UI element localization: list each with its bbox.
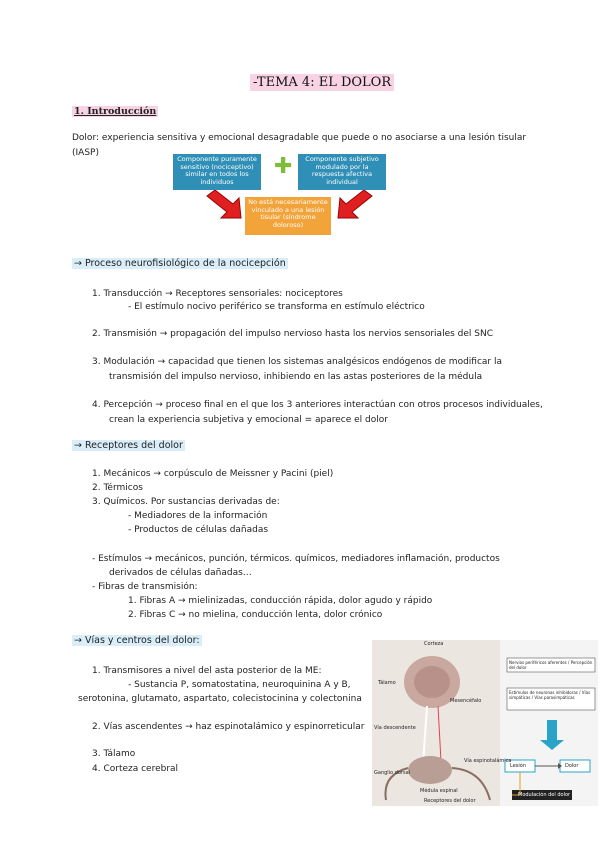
list-item: 1. Transducción → Receptores sensoriales: nociceptores [92, 289, 343, 299]
flow-box-text: Nervios periféricos aferentes / Percepción del dolor [509, 660, 593, 670]
list-item: - Productos de células dañadas [128, 525, 269, 535]
sensory-component-box: Componente puramente sensitivo (nociceptivo) similar en todos los individuos [173, 154, 261, 190]
list-item: - Estímulos → mecánicos, punción, térmicos. químicos, mediadores inflamación, productos [92, 554, 500, 564]
flow-box-text: Modulación del dolor [518, 792, 571, 798]
plus-icon: ✚ [274, 154, 293, 179]
pain-pathway-figure [372, 640, 598, 806]
flow-box-text: Estímulos de neuronas inhibidoras / Vías simpáticas / Vías parasimpáticas [509, 690, 591, 700]
list-item: 1. Mecánicos → corpúsculo de Meissner y Pacini (piel) [92, 469, 334, 479]
list-item: 2. Térmicos [92, 483, 143, 493]
subjective-component-box: Componente subjetivo modulado por la respuesta afectiva individual [298, 154, 386, 190]
proceso-heading: → Proceso neurofisiológico de la nocicepción [74, 258, 286, 269]
flow-box-text: Dolor [565, 763, 579, 769]
list-item: 4. Corteza cerebral [92, 764, 179, 774]
list-item: 2. Transmisión → propagación del impulso nervioso hasta los nervios sensoriales del SNC [92, 329, 494, 339]
list-item: 2. Vías ascendentes → haz espinotalámico y espinorreticular [92, 722, 365, 732]
list-item: 1. Fibras A → mielinizadas, conducción rápida, dolor agudo y rápido [128, 596, 433, 606]
arrow-right-down-icon [205, 190, 245, 220]
receptores-heading: → Receptores del dolor [74, 440, 183, 451]
fig-label: Vía espinotalámica [464, 758, 512, 764]
list-item: 3. Químicos. Por sustancias derivadas de: [92, 497, 280, 507]
list-item: 2. Fibras C → no mielina, conducción lenta, dolor crónico [128, 610, 383, 620]
fig-label: Médula espinal [420, 788, 458, 794]
tissue-lesion-box: No está necesariamente vinculado a una lesión tisular (síndrome doloroso) [245, 197, 331, 235]
definition-source: (IASP) [72, 148, 99, 158]
list-item: transmisión del impulso nervioso, inhibiendo en las astas posteriores de la médula [109, 372, 483, 382]
list-item: 3. Modulación → capacidad que tienen los sistemas analgésicos endógenos de modificar la [92, 357, 502, 367]
fig-label: Tálamo [378, 680, 396, 686]
list-item: derivados de células dañadas… [109, 568, 252, 578]
fig-label: Receptores del dolor [424, 798, 476, 804]
page-title: -TEMA 4: EL DOLOR [250, 74, 394, 91]
fig-label: Corteza [424, 641, 444, 647]
list-item: crean la experiencia subjetiva y emocional = aparece el dolor [109, 415, 388, 425]
list-item: - El estímulo nocivo periférico se transforma en estímulo eléctrico [128, 302, 425, 312]
fig-label: Mesencéfalo [450, 698, 482, 704]
fig-label: Ganglio dorsal [374, 770, 411, 776]
list-item: 3. Tálamo [92, 749, 136, 759]
fig-label: Vía descendente [374, 725, 416, 731]
list-item: 1. Transmisores a nivel del asta posterior de la ME: [92, 666, 322, 676]
list-item: 4. Percepción → proceso final en el que los 3 anteriores interactúan con otros procesos individuales, [92, 400, 543, 410]
arrow-left-down-icon [334, 190, 374, 220]
list-item: - Fibras de transmisión: [92, 582, 198, 592]
vias-heading: → Vías y centros del dolor: [74, 635, 200, 646]
flow-box-text: Lesión [510, 763, 526, 769]
list-item: - Mediadores de la información [128, 511, 268, 521]
definition-line: Dolor: experiencia sensitiva y emocional desagradable que puede o no asociarse a una lesión tisular [72, 133, 527, 143]
list-item: serotonina, glutamato, aspartato, colecistocinina y colectonina [78, 694, 362, 704]
intro-heading: 1. Introducción [74, 106, 157, 117]
list-item: - Sustancia P, somatostatina, neuroquinina A y B, [128, 680, 351, 690]
